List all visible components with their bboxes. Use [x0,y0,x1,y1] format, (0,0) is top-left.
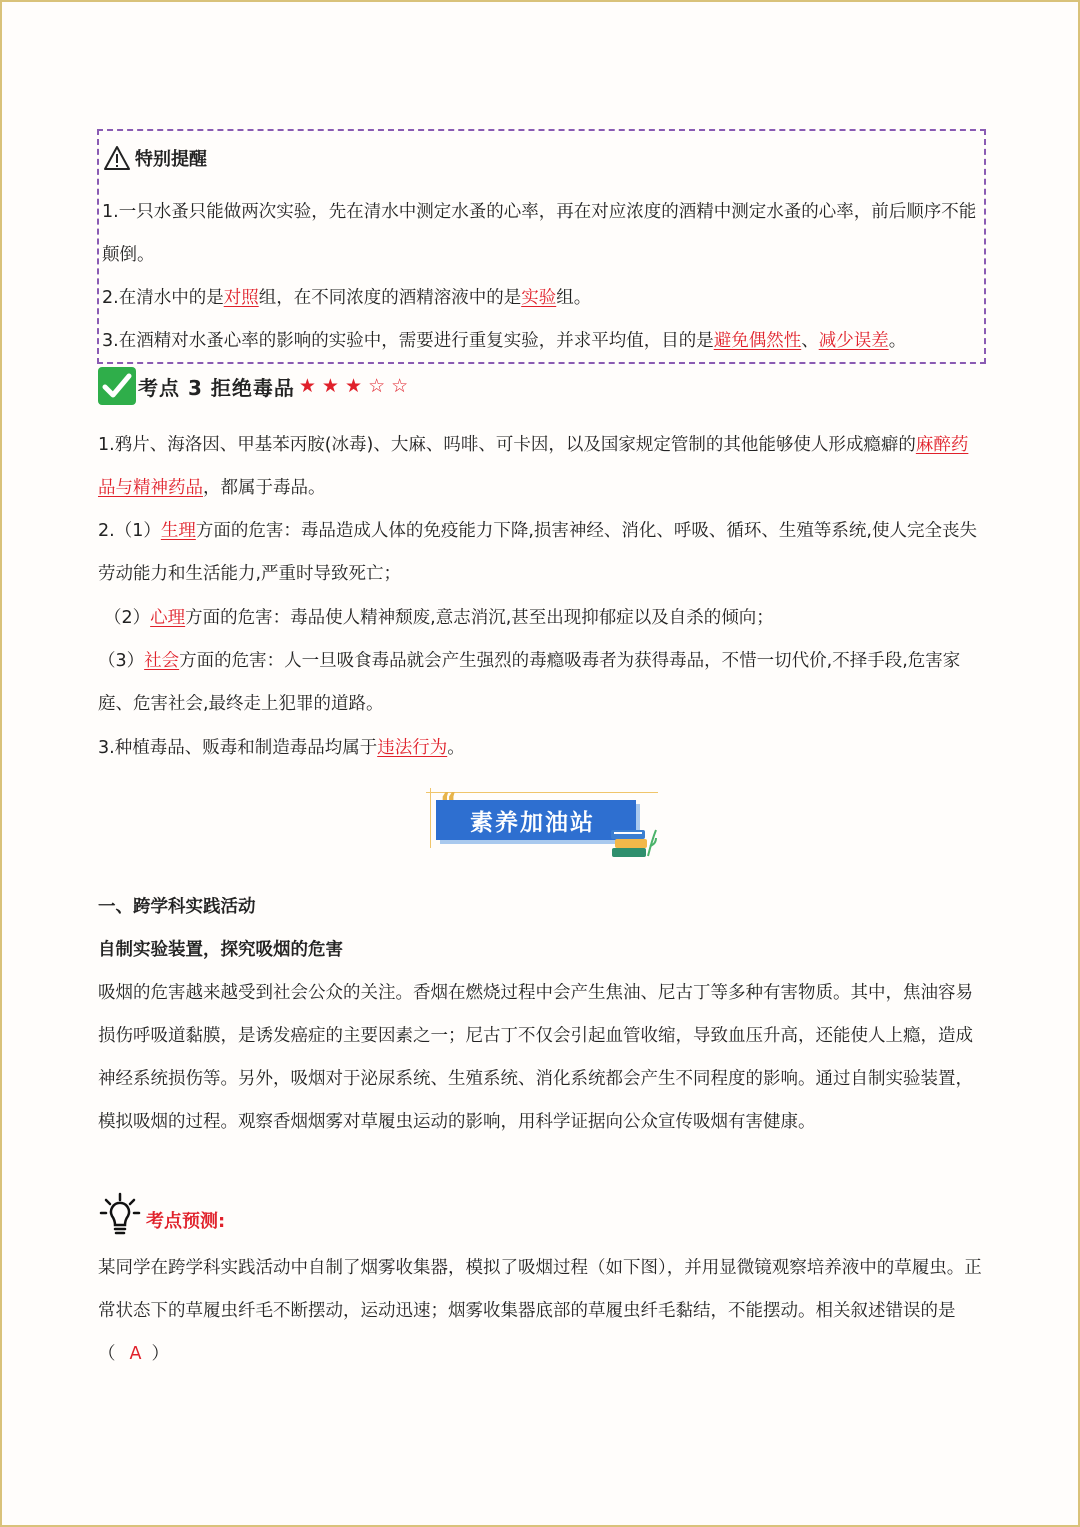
practice-heading: 一、跨学科实践活动 [98,897,256,917]
star-rating [299,375,408,397]
section-heading [98,366,408,406]
banner-decor-line [430,788,431,848]
answer-psychological: 心理 [150,608,186,628]
answer-control-group: 对照 [223,288,259,308]
prediction-label: 考点预测: [146,1211,226,1232]
prediction-heading [98,1192,225,1240]
practice-subheading: 自制实验装置，探究吸烟的危害 [98,940,343,960]
books-icon [610,818,658,860]
answer-narcotics: 麻醉药品与精神药品 [98,435,969,498]
answer-social: 社会 [144,651,180,671]
answer-reduce-error: 减少误差 [818,331,889,351]
banner-decor-line [426,792,658,793]
section-title: 考点 3 拒绝毒品 [138,375,295,400]
drugs-point-2: 2.（1）生理方面的危害：毒品造成人体的免疫能力下降,损害神经、消化、呼吸、循环、生殖等系统,使人完全丧失劳动能力和生活能力,严重时导致死亡； [98,521,977,584]
warning-icon [103,145,131,171]
reminder-title [103,145,207,171]
banner-text: 素养加油站 [470,810,595,836]
stars-filled: ★ ★ ★ [298,375,363,397]
stars-empty: ☆ ☆ [368,375,409,397]
reminder-item-3: 3.在酒精对水蚤心率的影响的实验中，需要进行重复实验，并求平均值，目的是避免偶然性、减少误差。 [102,331,907,351]
prediction-question: 某同学在跨学科实践活动中自制了烟雾收集器，模拟了吸烟过程（如下图），并用显微镜观察培养液中的草履虫。正常状态下的草履虫纤毛不断摆动，运动迅速；烟雾收集器底部的草履虫纤毛黏结，不能摆动。相关叙述错误的是（ A ） [98,1258,982,1364]
checkmark-icon [98,367,136,405]
answer-physiological: 生理 [160,521,196,541]
drugs-point-1: 1.鸦片、海洛因、甲基苯丙胺(冰毒)、大麻、吗啡、可卡因，以及国家规定管制的其他能够使人形成瘾癖的麻醉药品与精神药品，都属于毒品。 [98,435,969,498]
drugs-point-4: （3）社会方面的危害：人一旦吸食毒品就会产生强烈的毒瘾吸毒者为获得毒品，不惜一切代价,不择手段,危害家庭、危害社会,最终走上犯罪的道路。 [98,651,961,714]
literacy-banner [426,788,658,860]
reminder-item-2: 2.在清水中的是对照组，在不同浓度的酒精溶液中的是实验组。 [102,288,592,308]
reminder-title-text: 特别提醒 [135,149,207,170]
lightbulb-icon [98,1192,142,1240]
answer-avoid-chance: 避免偶然性 [713,331,802,351]
answer-illegal: 违法行为 [377,738,448,758]
drugs-point-3: （2）心理方面的危害：毒品使人精神颓废,意志消沉,甚至出现抑郁症以及自杀的倾向； [104,608,774,628]
drugs-point-5: 3.种植毒品、贩毒和制造毒品均属于违法行为。 [98,738,465,758]
answer-letter: A [129,1344,142,1364]
practice-body: 吸烟的危害越来越受到社会公众的关注。香烟在燃烧过程中会产生焦油、尼古丁等多种有害物质。其中，焦油容易损伤呼吸道黏膜，是诱发癌症的主要因素之一；尼古丁不仅会引起血管收缩，导致血压升高，还能使人上瘾，造成神经系统损伤等。另外，吸烟对于泌尿系统、生殖系统、消化系统都会产生不同程度的影响。通过自制实验装置，模拟吸烟的过程。观察香烟烟雾对草履虫运动的影响，用科学证据向公众宣传吸烟有害健康。 [98,983,973,1132]
answer-experiment-group: 实验 [521,288,557,308]
reminder-box [97,129,986,364]
reminder-item-1: 1.一只水蚤只能做两次实验，先在清水中测定水蚤的心率，再在对应浓度的酒精中测定水蚤的心率，前后顺序不能颠倒。 [102,202,977,265]
quote-icon: “ [440,788,458,818]
